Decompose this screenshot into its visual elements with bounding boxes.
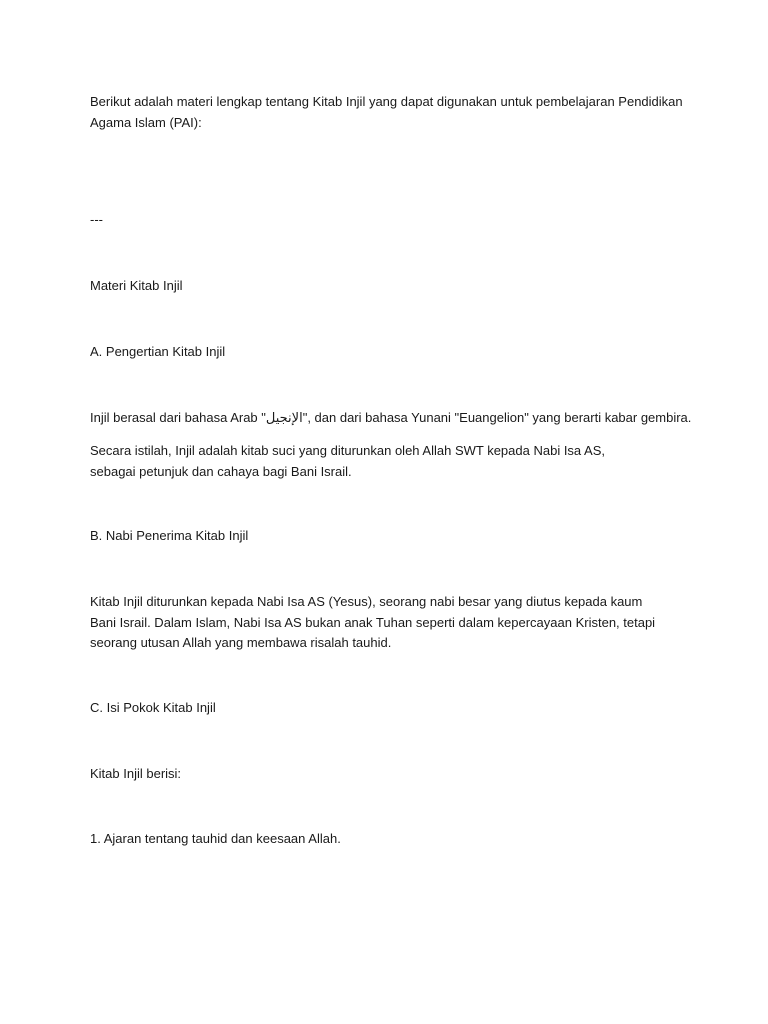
section-a-paragraph-1 xyxy=(90,408,710,429)
document-title: Materi Kitab Injil xyxy=(90,278,183,293)
section-a-p1-before: Injil berasal dari bahasa Arab " xyxy=(90,410,266,425)
section-a-p1-after: ", dan dari bahasa Yunani "Euangelion" yang berarti kabar gembira. xyxy=(302,410,692,425)
section-b-paragraph-1: Kitab Injil diturunkan kepada Nabi Isa AS (Yesus), seorang nabi besar yang diutus kepada kaum Bani Israil. Dalam Islam, Nabi Isa AS bukan anak Tuhan seperti dalam kepercayaan Kristen, tetapi seorang utusan Allah yang membawa risalah tauhid. xyxy=(90,594,656,650)
separator-line: --- xyxy=(90,212,103,227)
section-a-paragraph-2: Secara istilah, Injil adalah kitab suci yang diturunkan oleh Allah SWT kepada Nabi Isa AS, sebagai petunjuk dan cahaya bagi Bani Israil. xyxy=(90,443,606,479)
section-a-p1-arabic: الإنجيل xyxy=(265,410,303,425)
section-c-heading: C. Isi Pokok Kitab Injil xyxy=(90,700,216,715)
section-c-intro: Kitab Injil berisi: xyxy=(90,766,182,781)
section-a-heading: A. Pengertian Kitab Injil xyxy=(90,344,226,359)
list-item: 1. Ajaran tentang tauhid dan keesaan Allah. xyxy=(90,831,341,846)
intro-paragraph: Berikut adalah materi lengkap tentang Kitab Injil yang dapat digunakan untuk pembelajaran Pendidikan Agama Islam (PAI): xyxy=(90,94,683,130)
section-b-heading: B. Nabi Penerima Kitab Injil xyxy=(90,528,249,543)
